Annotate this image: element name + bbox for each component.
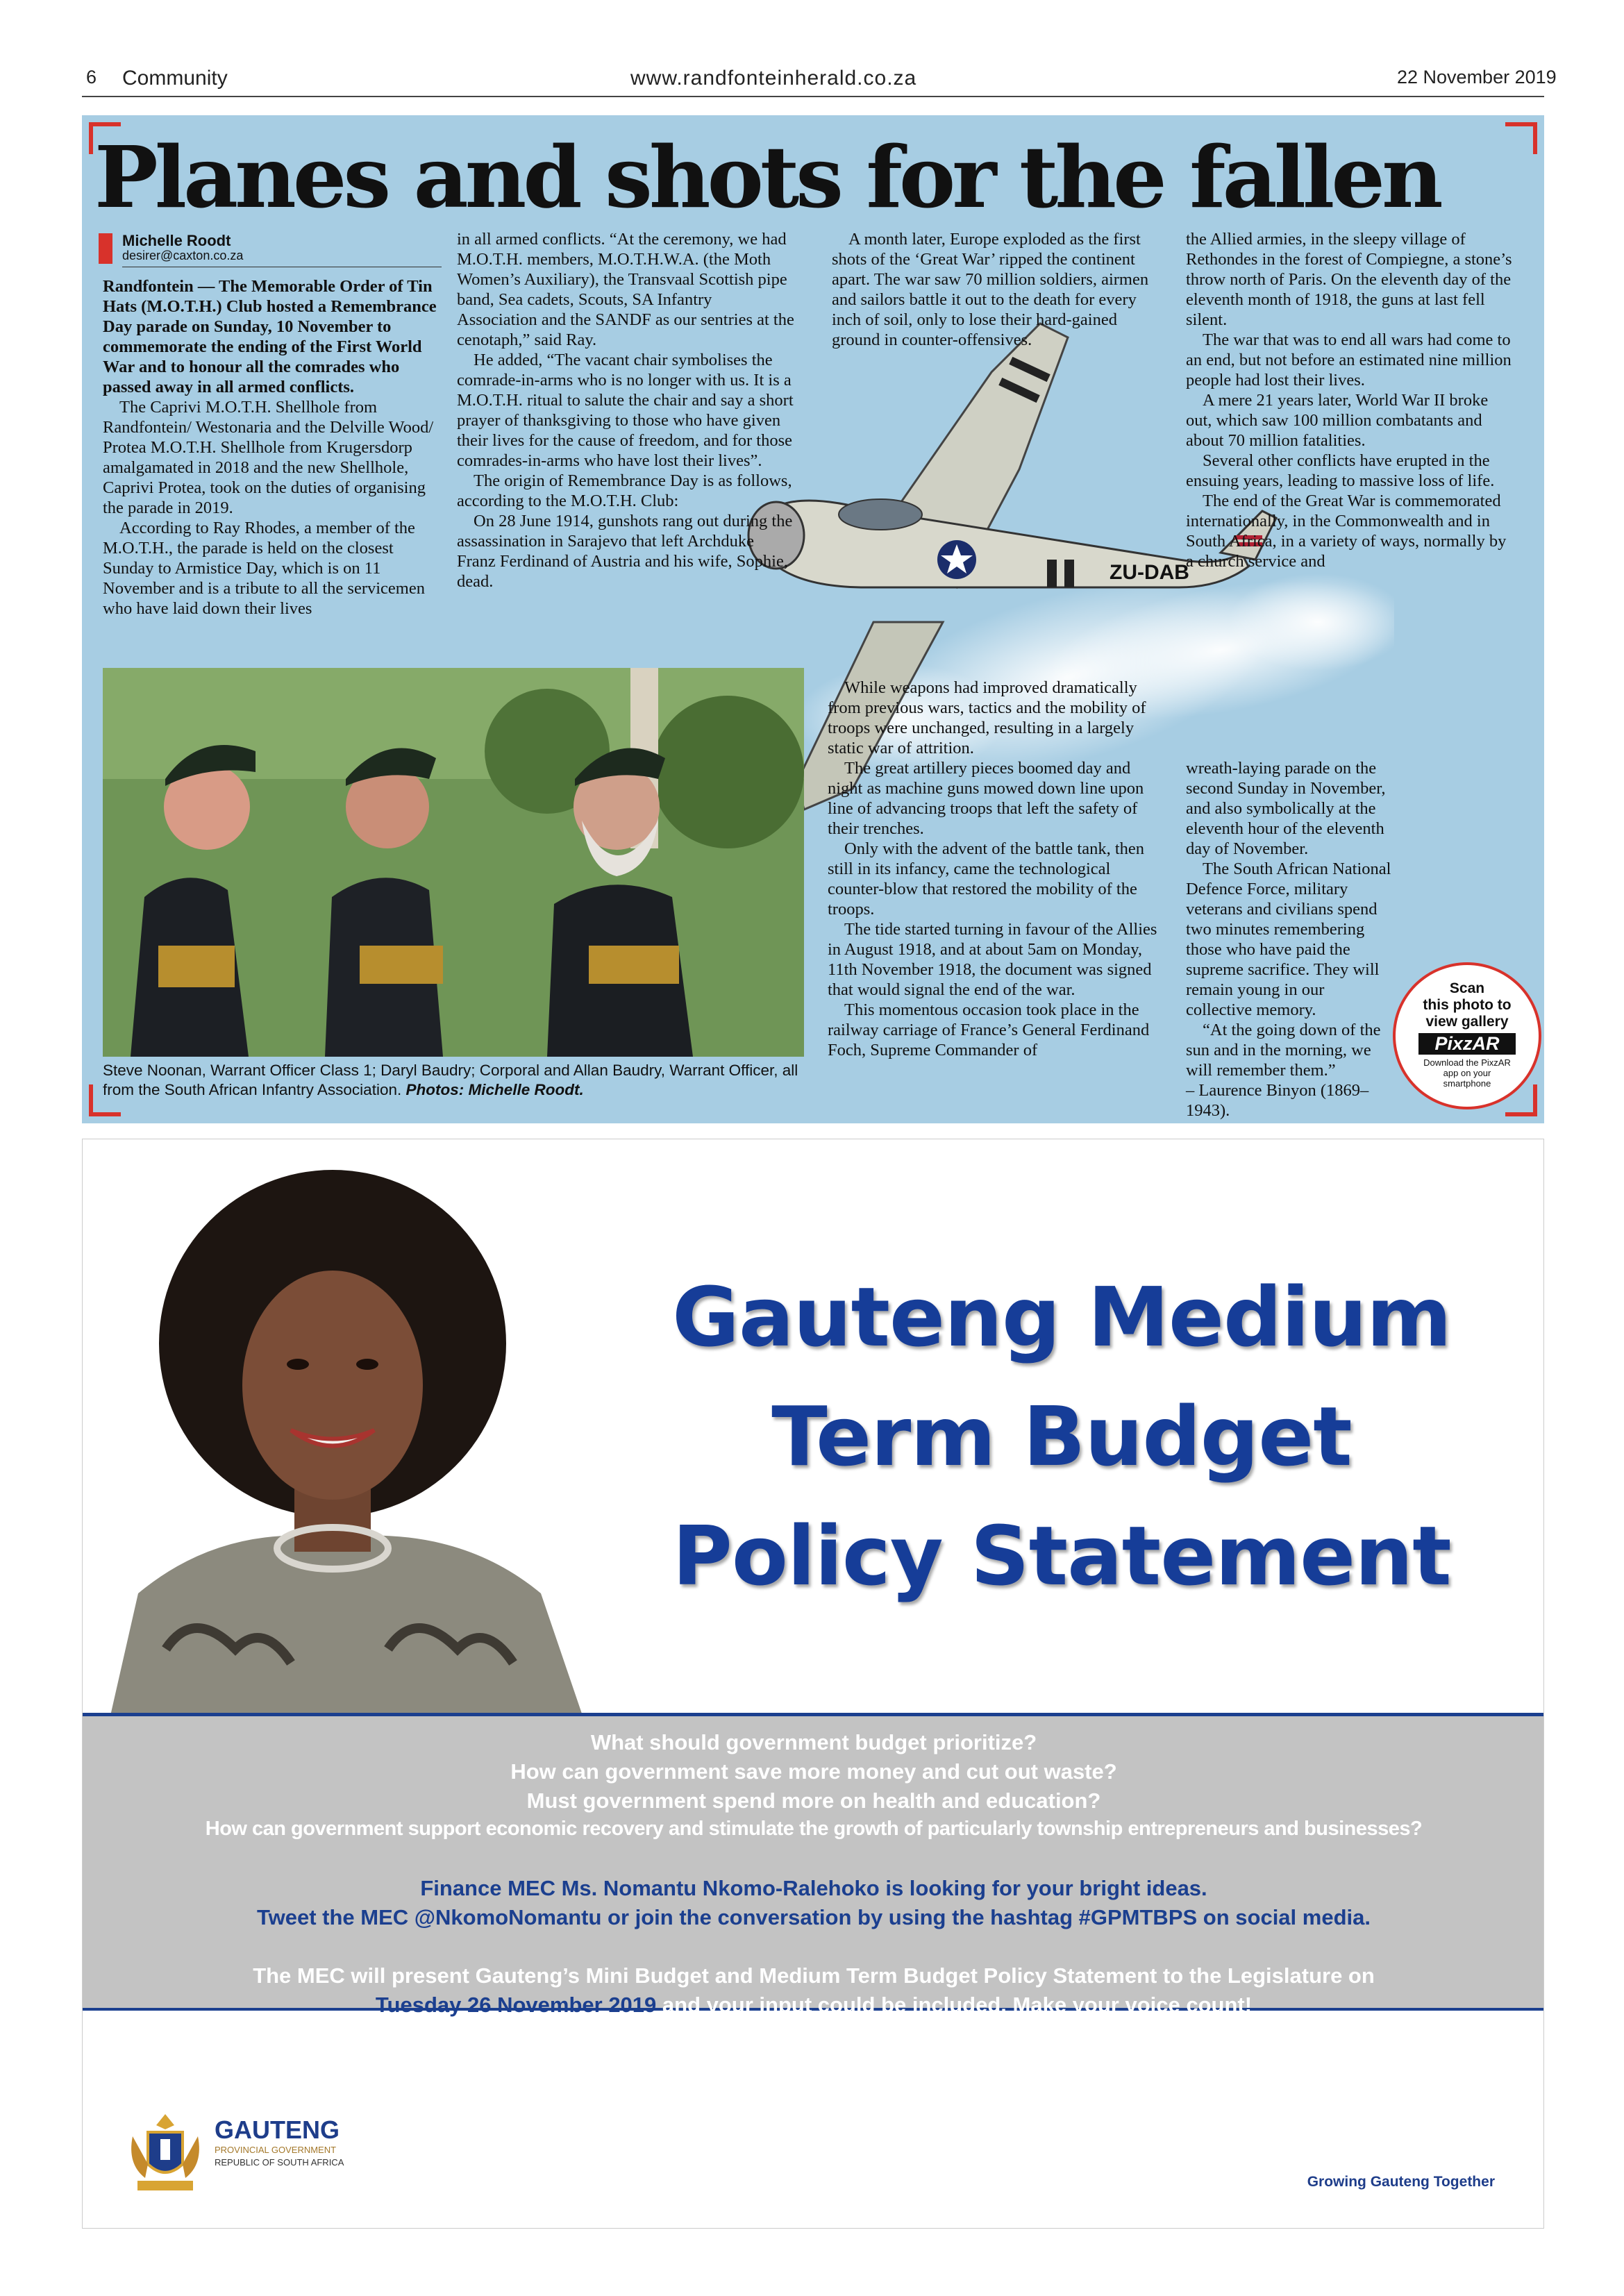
- scan-note: app on your: [1443, 1068, 1491, 1078]
- article-column-3-top: [832, 229, 1162, 350]
- issue-date: 22 November 2019: [1397, 67, 1557, 87]
- plane-canopy: [839, 499, 922, 530]
- article-paragraph: Only with the advent of the battle tank, then still in its infancy, came the technological counter-blow that restored the mobility of the troops.: [828, 839, 1145, 919]
- article-paragraph: wreath-laying parade on the second Sunday in November, and also symbolically at the eleventh hour of the eleventh day of November.: [1186, 759, 1386, 858]
- eye: [287, 1359, 309, 1370]
- ad-slogan: Growing Gauteng Together: [1307, 2174, 1495, 2190]
- fuselage-stripe: [1064, 560, 1074, 587]
- gauteng-crest-icon: [120, 2109, 210, 2199]
- article-column-4-top: [1186, 229, 1516, 571]
- scan-note: smartphone: [1443, 1078, 1491, 1089]
- ad-date-line: [83, 1993, 1544, 2018]
- ad-date-highlight: Tuesday 26 November 2019: [375, 1993, 657, 2017]
- header-rule: [82, 96, 1544, 97]
- caption-text: Steve Noonan, Warrant Officer Class 1; Daryl Baudry; Corporal and Allan Baudry, Warrant Officer, all from the South African Infantry Association.: [103, 1062, 798, 1098]
- article-paragraph: Several other conflicts have erupted in the ensuing years, leading to massive loss of life.: [1186, 451, 1495, 490]
- byline-author: Michelle Roodt: [122, 232, 231, 249]
- ad-title-line: Policy Statement: [672, 1508, 1451, 1604]
- article-lead: Randfontein — The Memorable Order of Tin Hats (M.O.T.H.) Club hosted a Remembrance Day parade on Sunday, 10 November to commemorate the ending of the First World War and to honour all the comrades who passed away in all armed conflicts.: [103, 277, 437, 396]
- photo-credit: Photos: Michelle Roodt.: [405, 1081, 584, 1098]
- article-paragraph: A mere 21 years later, World War II broke out, which saw 100 million combatants and about 70 million fatalities.: [1186, 391, 1489, 450]
- gauteng-logo-subtitle: PROVINCIAL GOVERNMENT: [215, 2145, 337, 2155]
- article-headline: Planes and shots for the fallen: [94, 127, 1440, 227]
- article-paragraph: According to Ray Rhodes, a member of the M.O.T.H., the parade is held on the closest Sunday to Armistice Day, which is on 11 November and is a tribute to all the servicemen who have laid down their lives: [103, 519, 425, 618]
- ad-info-bar: [83, 1713, 1544, 2017]
- medal-bar: [360, 946, 443, 984]
- scan-line: Scan: [1449, 980, 1485, 996]
- gauteng-logo-subtitle: REPUBLIC OF SOUTH AFRICA: [215, 2157, 344, 2168]
- byline-marker: [99, 233, 112, 264]
- ad-question: Must government spend more on health and education?: [526, 1788, 1101, 1813]
- medal-bar: [158, 946, 235, 987]
- ad-title-line: Gauteng Medium: [672, 1269, 1451, 1365]
- byline-email[interactable]: desirer@caxton.co.za: [122, 249, 244, 262]
- article-column-3-bottom: [828, 678, 1160, 1060]
- ad-question: How can government save more money and cut out waste?: [510, 1759, 1117, 1784]
- pixzar-scan-badge[interactable]: [1393, 962, 1541, 1109]
- article-column-4-bottom: [1186, 758, 1394, 1121]
- ad-present-line: The MEC will present Gauteng’s Mini Budget and Medium Term Budget Policy Statement to the Legislature on: [253, 1963, 1375, 1988]
- article-paragraph: The great artillery pieces boomed day and night as machine guns mowed down line upon line of advancing troops that left the safety of their trenches.: [828, 759, 1144, 838]
- article-column-1: [103, 276, 440, 619]
- ad-date-rest: and your input could be included. Make your voice count!: [656, 1993, 1253, 2017]
- ad-finance-line: Finance MEC Ms. Nomantu Nkomo-Ralehoko is looking for your bright ideas.: [420, 1876, 1207, 1900]
- article-paragraph: He added, “The vacant chair symbolises the comrade-in-arms who is no longer with us. It is a M.O.T.H. ritual to salute the chair and say a short prayer of thanksgiving to those who have given their lives for the cause of freedom, and for those comrades-in-arms who have lost their lives”.: [457, 351, 794, 470]
- scan-line: this photo to: [1423, 997, 1512, 1013]
- budget-advertisement: [82, 1139, 1544, 2229]
- article-paragraph: A month later, Europe exploded as the first shots of the ‘Great War’ ripped the continent apart. The war saw 70 million soldiers, airmen and sailors battle it out to the death for every inch of soil, only to lose their hard-gained ground in counter-offensives.: [832, 230, 1149, 349]
- article-paragraph: The war that was to end all wars had come to an end, but not before an estimated nine million people had lost their lives.: [1186, 330, 1512, 389]
- gauteng-logo-text: GAUTENG: [215, 2115, 340, 2144]
- scan-line: view gallery: [1425, 1014, 1509, 1030]
- article-paragraph: This momentous occasion took place in the railway carriage of France’s General Ferdinand Foch, Supreme Commander of: [828, 1000, 1150, 1059]
- eye: [356, 1359, 378, 1370]
- ad-title: [610, 1257, 1513, 1616]
- section-label: Community: [122, 67, 228, 90]
- article-paragraph: On 28 June 1914, gunshots rang out during the assassination in Sarajevo that left Archduke Franz Ferdinand of Austria and his wife, Sophie, dead.: [457, 512, 793, 591]
- article-paragraph: While weapons had improved dramatically from previous wars, tactics and the mobility of troops were unchanged, resulting in a largely static war of attrition.: [828, 678, 1146, 757]
- face: [242, 1271, 423, 1500]
- article-column-2: [457, 229, 794, 592]
- page-number: 6: [86, 67, 97, 87]
- article-paragraph: “At the going down of the sun and in the morning, we will remember them.”: [1186, 1021, 1381, 1080]
- article-paragraph: – Laurence Binyon (1869–1943).: [1186, 1081, 1369, 1120]
- medal-bar: [589, 946, 679, 984]
- ad-tweet-line[interactable]: Tweet the MEC @NkomoNomantu or join the conversation by using the hashtag #GPMTBPS on social media.: [257, 1905, 1371, 1929]
- fuselage-stripe: [1047, 560, 1057, 587]
- article-paragraph: The South African National Defence Force, military veterans and civilians spend two minutes remembering those who have paid the supreme sacrifice. They will remain young in our collective memory.: [1186, 860, 1391, 1019]
- mec-portrait: [83, 1163, 598, 1716]
- article-paragraph: The tide started turning in favour of the Allies in August 1918, and at about 5am on Monday, 11th November 1918, the document was signed that would signal the end of the war.: [828, 920, 1157, 999]
- article-panel: [82, 115, 1544, 1123]
- ad-question: How can government support economic recovery and stimulate the growth of particularly township entrepreneurs and businesses?: [205, 1818, 1423, 1840]
- article-paragraph: the Allied armies, in the sleepy village of Rethondes in the forest of Compiegne, a stone’s throw north of Paris. On the eleventh day of the eleventh month of 1918, the guns at last fell silent.: [1186, 230, 1512, 329]
- article-paragraph: The origin of Remembrance Day is as follows, according to the M.O.T.H. Club:: [457, 471, 792, 510]
- article-paragraph: The end of the Great War is commemorated internationally, in the Commonwealth and in South Africa, in a variety of ways, normally by a church service and: [1186, 492, 1507, 571]
- photo-caption: [103, 1061, 804, 1100]
- ad-title-line: Term Budget: [771, 1389, 1352, 1484]
- article-paragraph: The Caprivi M.O.T.H. Shellhole from Randfontein/ Westonaria and the Delville Wood/ Protea M.O.T.H. Shellhole from Krugersdorp amalgamated in 2018 and the new Shellhole, Caprivi Protea, took on the duties of organising the parade in 2019.: [103, 398, 434, 517]
- scan-note: Download the PixzAR: [1423, 1057, 1511, 1068]
- veterans-photo: [103, 668, 804, 1057]
- plane-registration: ZU-DAB: [1110, 561, 1189, 584]
- pixzar-logo: PixzAR: [1418, 1033, 1516, 1055]
- article-paragraph: in all armed conflicts. “At the ceremony, we had M.O.T.H. members, M.O.T.H.W.A. (the Moth Women’s Auxiliary), the Transvaal Scottish pipe band, Sea cadets, Scouts, SA Infantry Association and the SANDF as our sentries at the cenotaph,” said Ray.: [457, 230, 794, 349]
- website-url[interactable]: www.randfonteinherald.co.za: [630, 67, 917, 90]
- ad-question: What should government budget prioritize?: [590, 1730, 1037, 1754]
